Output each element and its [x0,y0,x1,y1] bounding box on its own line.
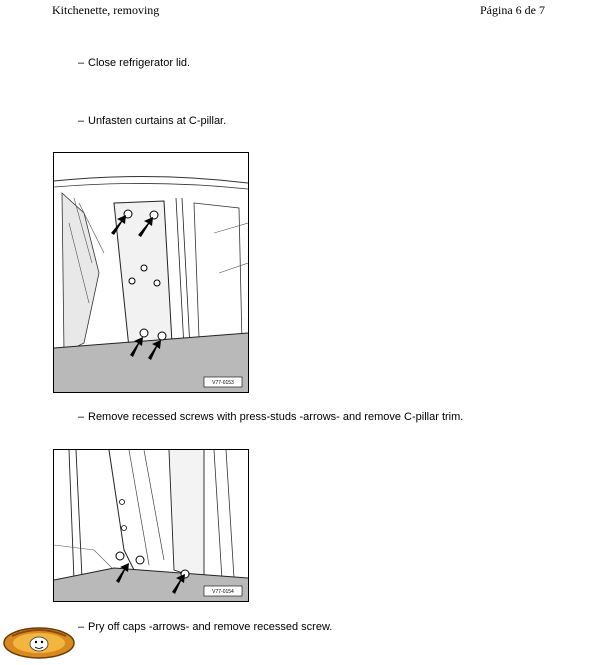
step-unfasten-curtains [78,115,226,127]
header-title: Kitchenette, removing [52,3,160,17]
step-text: Close refrigerator lid. [88,57,191,69]
step-dash: – [78,57,85,69]
step-pry-caps [78,621,332,633]
logo-graphic [2,622,76,660]
figure-pry-caps [53,449,249,602]
caps-illustration [54,450,248,601]
step-text: Remove recessed screws with press-studs -arrows- and remove C-pillar trim. [88,411,464,423]
step-remove-screws [78,411,463,423]
page-number: Página 6 de 7 [480,3,545,17]
figure-code: V77-0154 [212,589,234,595]
step-dash: – [78,411,85,423]
step-dash: – [78,115,85,127]
figure-c-pillar-trim [53,152,249,393]
step-close-lid [78,57,190,69]
c-pillar-illustration [54,153,248,392]
step-dash: – [78,621,85,633]
step-text: Pry off caps -arrows- and remove recessed screw. [88,621,333,633]
step-text: Unfasten curtains at C-pillar. [88,115,227,127]
figure-code: V77-0153 [212,380,234,386]
logo [2,622,76,660]
